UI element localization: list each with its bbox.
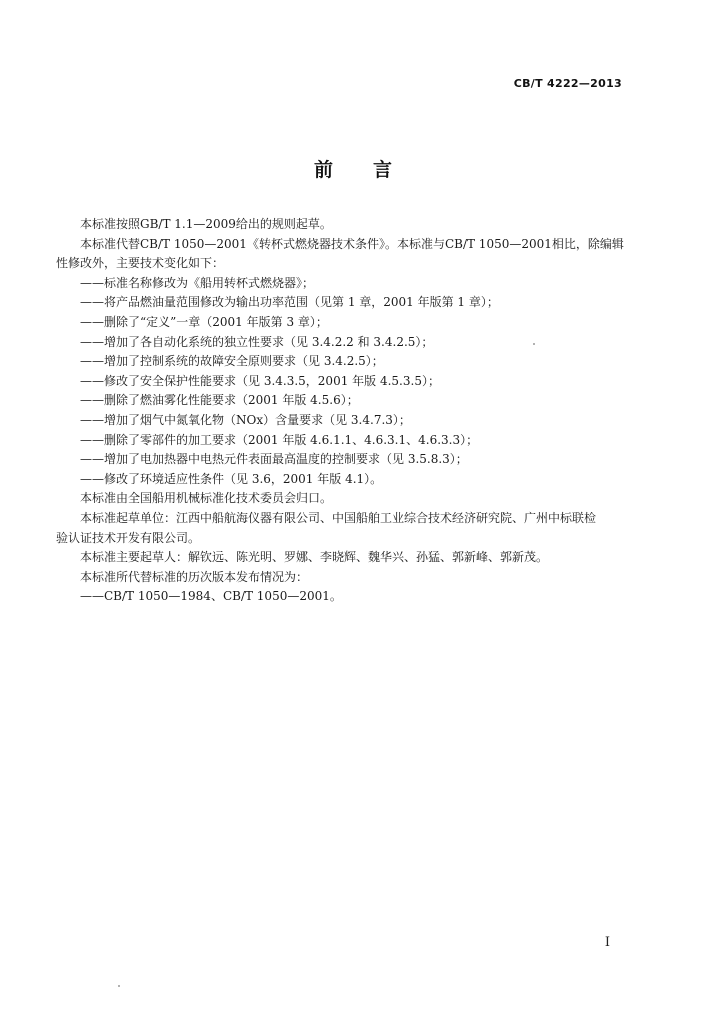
change-item: ——将产品燃油量范围修改为输出功率范围（见第 1 章，2001 年版第 1 章）； [80, 295, 499, 310]
change-item: ——删除了“定义”一章（2001 年版第 3 章）； [80, 314, 328, 329]
change-item: ——标准名称修改为《船用转杯式燃烧器》； [80, 275, 315, 290]
change-item: ——删除了零部件的加工要求（2001 年版 4.6.1.1、4.6.3.1、4.6.3.3）； [80, 432, 479, 447]
paragraph-drafting-units: 本标准起草单位：江西中船航海仪器有限公司、中国船舶工业综合技术经济研究院、广州中标联检 [80, 510, 597, 525]
paragraph-drafting-units-continued: 验认证技术开发有限公司。 [56, 530, 201, 545]
change-item: ——增加了控制系统的故障安全原则要求（见 3.4.2.5）； [80, 354, 384, 369]
change-item: ——修改了安全保护性能要求（见 3.4.3.5，2001 年版 4.5.3.5）； [80, 373, 440, 388]
foreword-body [56, 215, 646, 607]
paragraph-history-item: ——CB/T 1050—1984、CB/T 1050—2001。 [80, 589, 342, 604]
paragraph-drafters: 本标准主要起草人：解钦远、陈光明、罗娜、李晓辉、魏华兴、孙猛、郭新峰、郭新茂。 [80, 550, 549, 565]
paragraph-drafting-rules: 本标准按照GB/T 1.1—2009给出的规则起草。 [80, 217, 332, 231]
change-item: ——增加了电加热器中电热元件表面最高温度的控制要求（见 3.5.8.3）； [80, 452, 468, 467]
page-number: I [604, 935, 610, 950]
paragraph-replaces-continued: 性修改外，主要技术变化如下： [56, 256, 225, 271]
change-item: ——增加了各自动化系统的独立性要求（见 3.4.2.2 和 3.4.2.5）； [80, 334, 434, 349]
change-item: ——修改了环境适应性条件（见 3.6，2001 年版 4.1）。 [80, 471, 383, 486]
change-item: ——删除了燃油雾化性能要求（2001 年版 4.5.6）； [80, 393, 359, 408]
paragraph-committee: 本标准由全国船用机械标准化技术委员会归口。 [80, 491, 333, 506]
standard-code: CB/T 4222—2013 [513, 77, 622, 90]
paragraph-history-intro: 本标准所代替标准的历次版本发布情况为： [80, 569, 309, 584]
change-item: ——增加了烟气中氮氧化物（NOx）含量要求（见 3.4.7.3）； [80, 412, 411, 427]
page-title: 前言 [313, 159, 432, 181]
scan-speck [118, 985, 120, 987]
scan-speck [533, 343, 535, 345]
paragraph-replaces: 本标准代替CB/T 1050—2001《转杯式燃烧器技术条件》。本标准与CB/T 1050—2001相比，除编辑 [80, 236, 624, 251]
